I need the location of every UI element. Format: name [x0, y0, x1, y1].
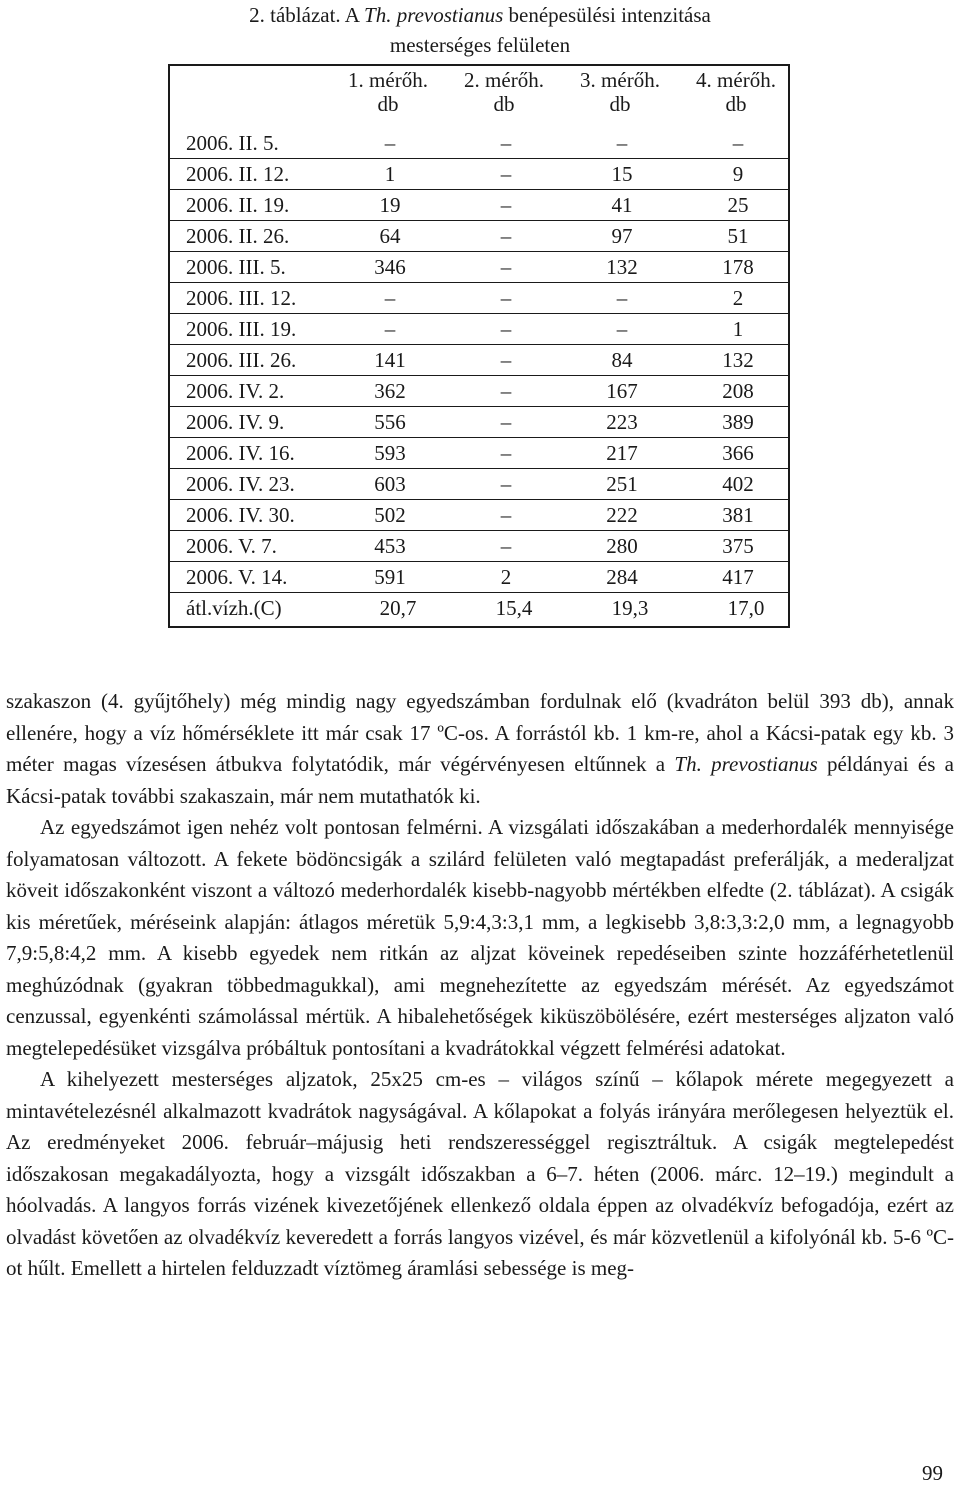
row-date: 2006. III. 5.	[186, 255, 286, 279]
row-date: 2006. II. 12.	[186, 162, 290, 186]
row-value-col-2: –	[500, 441, 512, 465]
row-value-col-2: –	[500, 131, 512, 155]
row-value-col-4: 17,0	[727, 596, 765, 620]
row-value-col-2: –	[500, 162, 512, 186]
header-col-1-line1: 1. mérőh.	[348, 68, 428, 92]
row-value-col-3: 284	[606, 565, 638, 589]
row-value-col-2: 2	[500, 565, 512, 589]
row-value-col-3: 84	[611, 348, 633, 372]
table-row	[170, 438, 788, 469]
table-row	[170, 190, 788, 221]
table-row	[170, 407, 788, 438]
row-value-col-1: 141	[374, 348, 406, 372]
table-row	[170, 376, 788, 407]
row-value-col-4: 389	[722, 410, 754, 434]
row-value-col-1: 362	[374, 379, 406, 403]
header-col-2	[446, 68, 562, 116]
row-value-col-4: 132	[722, 348, 754, 372]
row-value-col-4: 402	[722, 472, 754, 496]
table-row	[170, 128, 788, 159]
row-value-col-2: –	[500, 534, 512, 558]
caption-line-2: mesterséges felületen	[389, 33, 571, 57]
row-value-col-1: 453	[374, 534, 406, 558]
paragraph-1-part-b: példányai és a Kácsi-patak további szakaszain, már nem mutathatók ki.	[6, 752, 954, 808]
row-value-col-4: 417	[722, 565, 754, 589]
table-row	[170, 562, 788, 593]
row-value-col-3: 132	[606, 255, 638, 279]
row-value-col-1: –	[384, 317, 396, 341]
row-value-col-4: 208	[722, 379, 754, 403]
row-value-col-1: 1	[384, 162, 396, 186]
caption-prefix: 2. táblázat. A	[249, 3, 365, 27]
header-col-1-line2: db	[377, 92, 399, 116]
row-value-col-2: –	[500, 472, 512, 496]
row-value-col-4: 51	[727, 224, 749, 248]
paragraph-1-part-a: szakaszon (4. gyűjtőhely) még mindig nagy egyedszámban fordulnak elő (kvadráton belül 393 db), annak ellenére, hogy a víz hőmérséklete itt már csak 17 ºC-os. A forrástól kb. 1 km-re, ahol a Kácsi-patak egy kb. 3 méter magas vízesésen átbukva folytatódik, már végérvényesen eltűnnek a	[6, 689, 954, 776]
row-value-col-1: 20,7	[379, 596, 417, 620]
row-value-col-4: 25	[727, 193, 749, 217]
row-value-col-4: 178	[722, 255, 754, 279]
row-date: 2006. IV. 9.	[186, 410, 285, 434]
table-row	[170, 283, 788, 314]
table-caption	[170, 0, 790, 60]
caption-suffix: benépesülési intenzitása	[503, 3, 711, 27]
row-date: 2006. V. 14.	[186, 565, 288, 589]
row-date: 2006. II. 19.	[186, 193, 290, 217]
row-value-col-4: 1	[732, 317, 744, 341]
table-row	[170, 469, 788, 500]
row-value-col-1: 591	[374, 565, 406, 589]
row-value-col-2: –	[500, 286, 512, 310]
row-date: átl.vízh.(C)	[186, 596, 282, 620]
caption-line-1	[170, 0, 790, 30]
data-table	[168, 64, 790, 628]
table-row	[170, 314, 788, 345]
header-col-3-line1: 3. mérőh.	[580, 68, 660, 92]
row-value-col-3: 19,3	[611, 596, 649, 620]
table-row	[170, 345, 788, 376]
table-row	[170, 159, 788, 190]
row-value-col-3: 222	[606, 503, 638, 527]
row-date: 2006. IV. 16.	[186, 441, 295, 465]
row-value-col-3: 280	[606, 534, 638, 558]
row-value-col-3: –	[616, 131, 628, 155]
header-col-1	[330, 68, 446, 116]
table-row	[170, 500, 788, 531]
row-date: 2006. III. 19.	[186, 317, 297, 341]
row-date: 2006. IV. 23.	[186, 472, 295, 496]
row-value-col-4: 9	[732, 162, 744, 186]
row-value-col-4: 381	[722, 503, 754, 527]
row-date: 2006. II. 26.	[186, 224, 290, 248]
row-date: 2006. II. 5.	[186, 131, 279, 155]
row-value-col-1: –	[384, 131, 396, 155]
page-number: 99	[922, 1461, 943, 1485]
row-value-col-2: –	[500, 348, 512, 372]
row-value-col-2: –	[500, 410, 512, 434]
table-row	[170, 531, 788, 562]
header-col-3-line2: db	[609, 92, 631, 116]
row-value-col-3: 15	[611, 162, 633, 186]
row-value-col-1: 19	[379, 193, 401, 217]
row-value-col-2: –	[500, 193, 512, 217]
row-value-col-3: –	[616, 286, 628, 310]
row-value-col-2: –	[500, 224, 512, 248]
paragraph-1-species: Th. prevostianus	[674, 752, 818, 776]
header-col-2-line2: db	[493, 92, 515, 116]
row-value-col-4: –	[732, 131, 744, 155]
row-value-col-4: 375	[722, 534, 754, 558]
row-date: 2006. IV. 30.	[186, 503, 295, 527]
row-value-col-2: 15,4	[495, 596, 533, 620]
row-value-col-3: 41	[611, 193, 633, 217]
row-value-col-2: –	[500, 255, 512, 279]
row-value-col-1: –	[384, 286, 396, 310]
row-date: 2006. IV. 2.	[186, 379, 285, 403]
row-value-col-3: 251	[606, 472, 638, 496]
row-value-col-1: 556	[374, 410, 406, 434]
row-date: 2006. V. 7.	[186, 534, 277, 558]
header-col-3	[562, 68, 678, 116]
row-value-col-4: 2	[732, 286, 744, 310]
header-col-2-line1: 2. mérőh.	[464, 68, 544, 92]
row-value-col-1: 346	[374, 255, 406, 279]
row-value-col-1: 64	[379, 224, 401, 248]
header-col-4-line2: db	[725, 92, 747, 116]
row-value-col-1: 603	[374, 472, 406, 496]
row-value-col-2: –	[500, 379, 512, 403]
caption-species: Th. prevostianus	[364, 3, 504, 27]
row-value-col-1: 502	[374, 503, 406, 527]
row-date: 2006. III. 12.	[186, 286, 297, 310]
table-row-average	[170, 593, 788, 624]
row-value-col-3: 217	[606, 441, 638, 465]
row-value-col-2: –	[500, 503, 512, 527]
table-row	[170, 252, 788, 283]
row-value-col-3: 223	[606, 410, 638, 434]
paragraph-3: A kihelyezett mesterséges aljzatok, 25x25 cm-es – világos színű – kőlapok mérete megegyezett a mintavételezésnél alkalmazott kvadrátok nagyságával. A kőlapokat a folyás irányára merőlegesen helyeztük el. Az eredményeket 2006. február–májusig heti rendszerességgel regisztráltuk. A csigák megtelepedést időszakosan megakadályozta, hogy a vizsgált időszakban a 6–7. héten (2006. márc. 12–19.) megindult a hóolvadás. A langyos forrás vizének kivezetőjének ellenkező oldala éppen az olvadékvíz befogadója, ezért az olvadást követően az olvadékvíz keveredett a forrás langyos vizével, és már közvetlenül a kifolyónál kb. 5-6 ºC-ot hűlt. Emellett a hirtelen felduzzadt víztömeg áramlási sebessége is meg-	[6, 1067, 954, 1280]
body-text	[6, 686, 954, 1285]
row-value-col-3: 97	[611, 224, 633, 248]
paragraph-2: Az egyedszámot igen nehéz volt pontosan felmérni. A vizsgálati időszakában a mederhordalék mennyisége folyamatosan változott. A fekete bödöncsigák a szilárd felületen való megtapadást preferálják, a mederaljzat köveit időszakonként viszont a változó mederhordalék kisebb-nagyobb mértékben elfedte (2. táblázat). A csigák kis méretűek, méréseink alapján: átlagos méretük 5,9:4,3:3,1 mm, a legkisebb 3,8:3,3:2,0 mm, a legnagyobb 7,9:5,8:4,2 mm. A kisebb egyedek nem ritkán az aljzat köveinek repedéseiben szinte hozzáférhetetlenül meghúzódnak (gyakran többedmagukkal), ami megnehezítette az egyedszám mérését. Az egyedszámot cenzussal, egyenkénti számolással mértük. A hibalehetőségek kiküszöbölésére, ezért mesterséges aljzaton való megtelepedésüket vizsgálva próbáltuk pontosítani a kvadrátokkal végzett felmérési adatokat.	[6, 815, 954, 1060]
row-value-col-1: 593	[374, 441, 406, 465]
row-value-col-4: 366	[722, 441, 754, 465]
paragraph-1	[6, 686, 954, 812]
header-col-4	[678, 68, 794, 116]
row-value-col-3: 167	[606, 379, 638, 403]
row-date: 2006. III. 26.	[186, 348, 297, 372]
row-value-col-3: –	[616, 317, 628, 341]
header-col-4-line1: 4. mérőh.	[696, 68, 776, 92]
table-row	[170, 221, 788, 252]
row-value-col-2: –	[500, 317, 512, 341]
